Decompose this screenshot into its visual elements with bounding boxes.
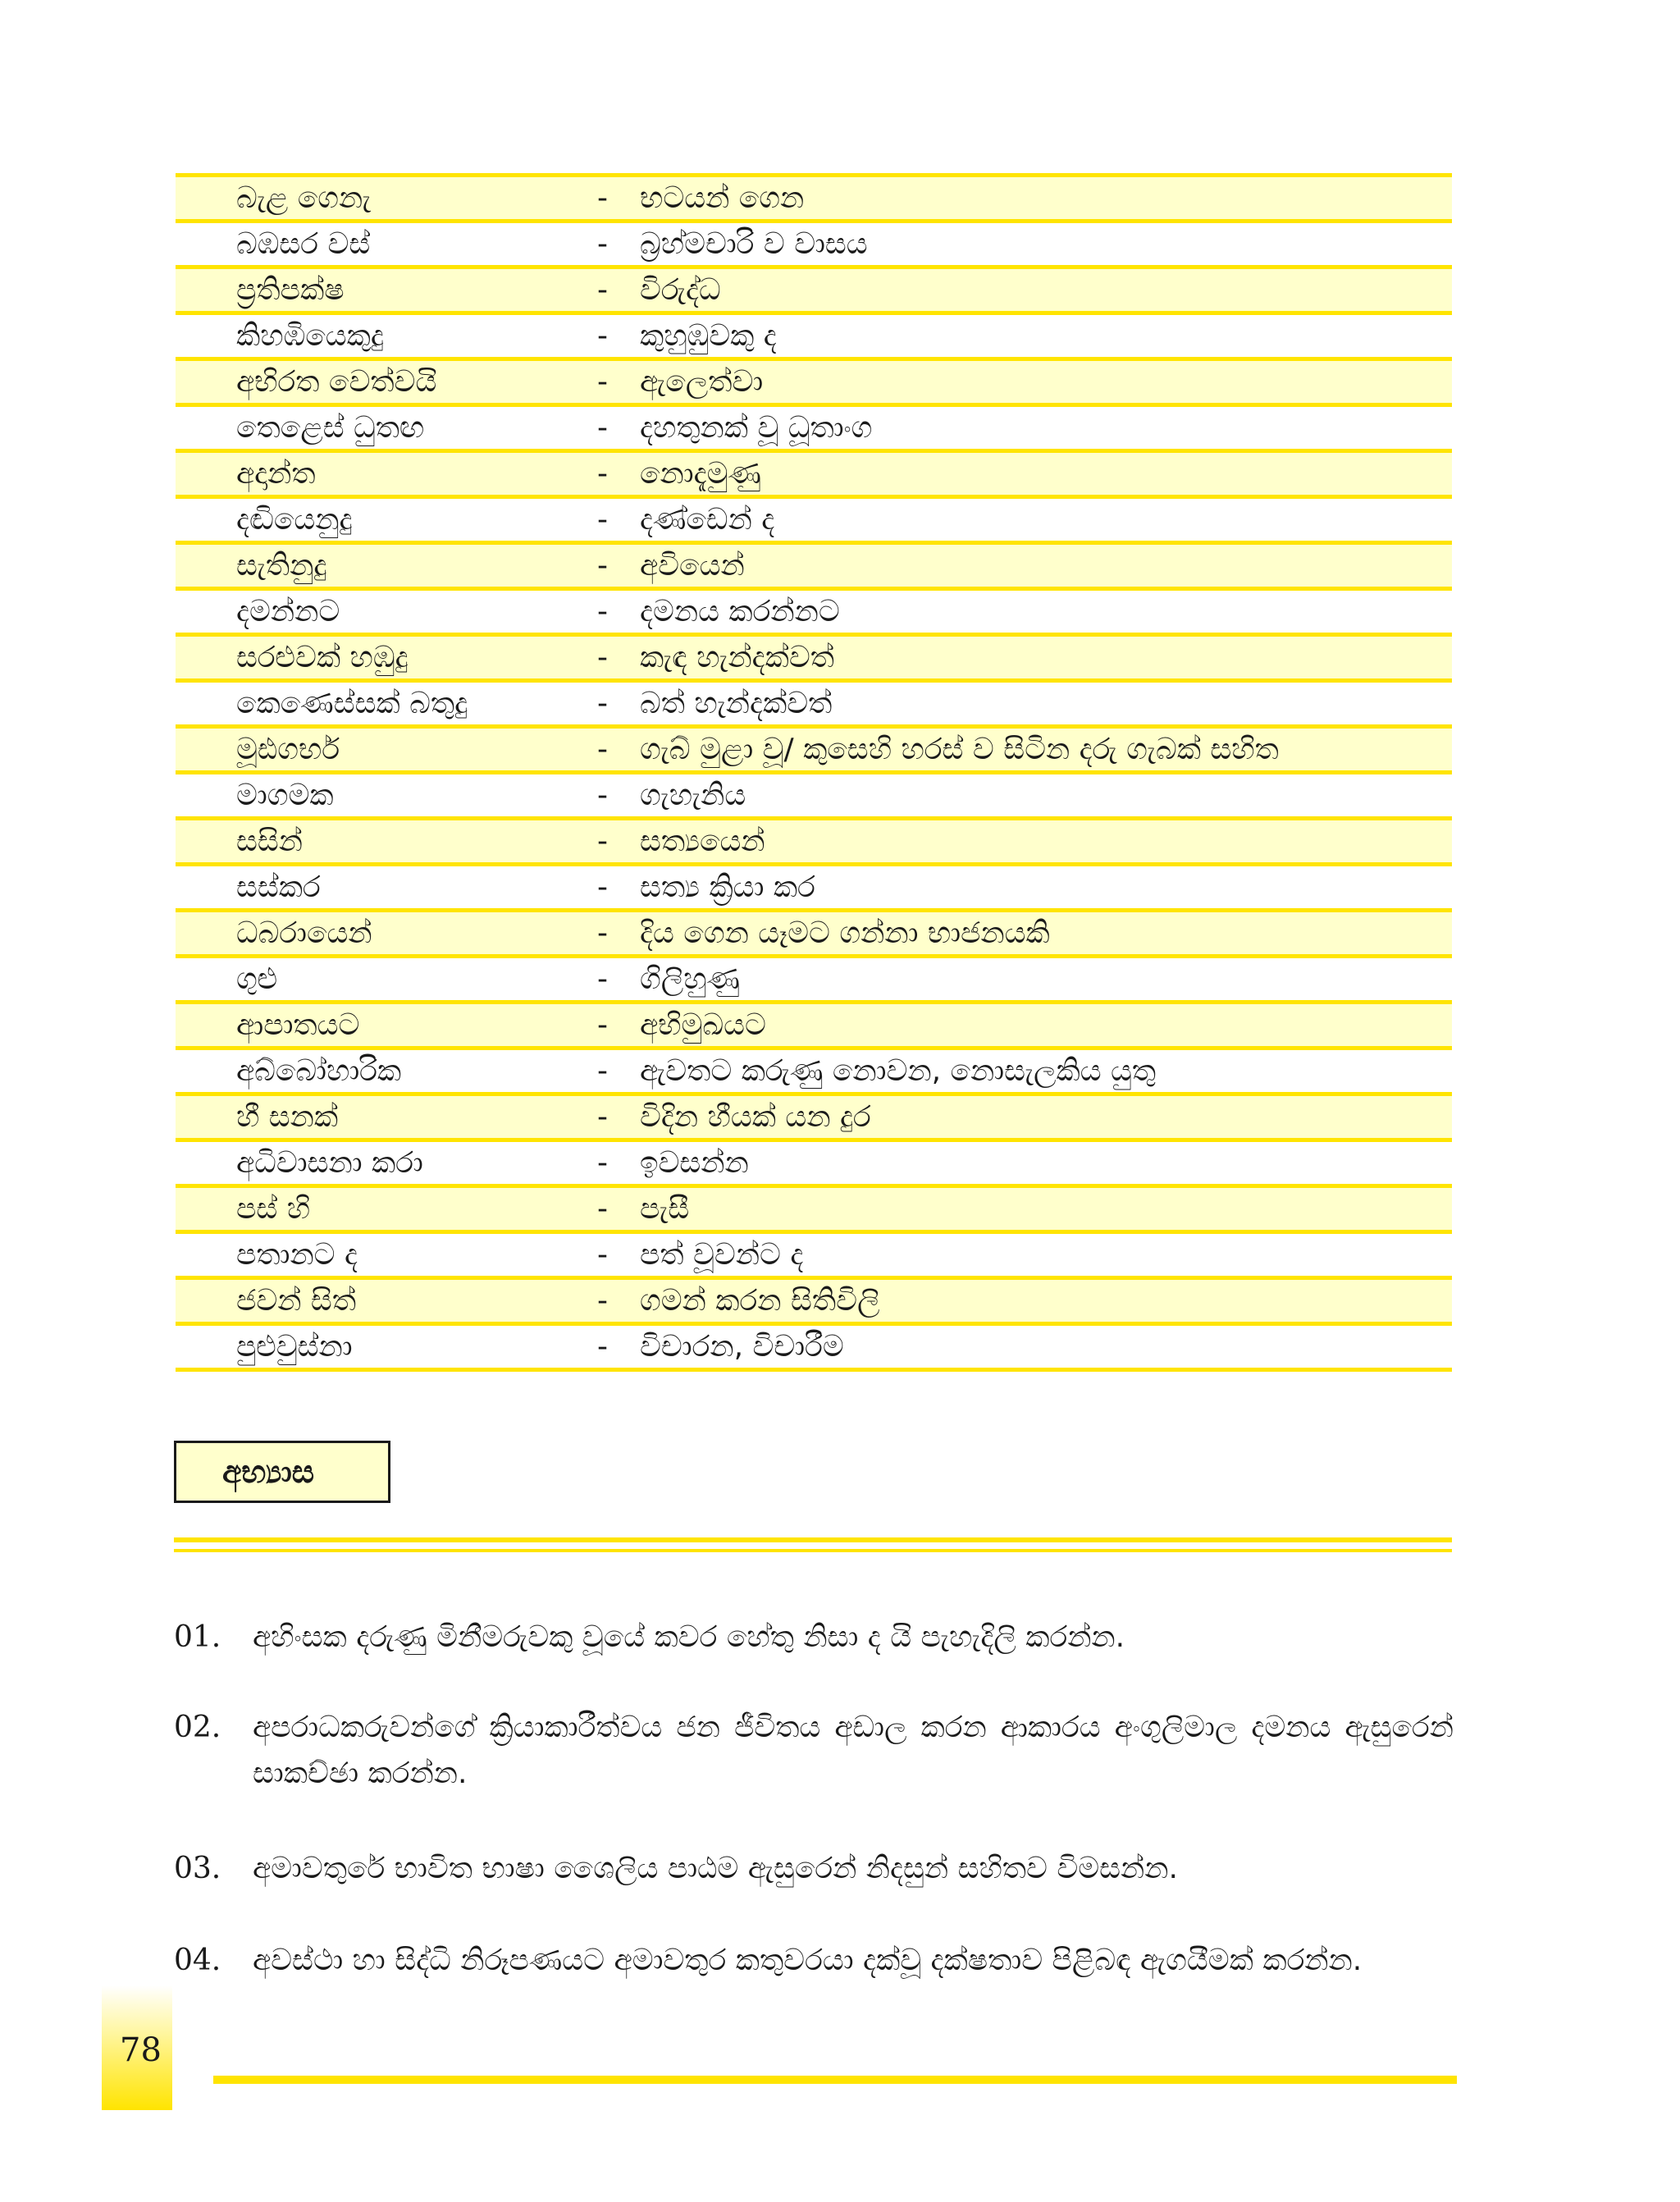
glossary-row (176, 407, 1452, 453)
glossary-row (176, 499, 1452, 545)
question-text: අවස්ථා හා සිද්ධි නිරූපණයට අමාවතුර කතුවරයා දක්වූ දක්ෂතාව පිළිබඳ ඇගයීමක් කරන්න. (253, 1944, 1363, 1977)
exercise-divider-bottom (174, 1549, 1452, 1552)
glossary-meaning: බත් හැන්දක්වත් (640, 687, 833, 720)
glossary-row (176, 958, 1452, 1004)
glossary-term: පස් හි (236, 1192, 311, 1226)
glossary-term: ගුළු (236, 962, 278, 996)
glossary-row (176, 1050, 1452, 1096)
page-number: 78 (120, 2031, 162, 2069)
question-number: 02. (174, 1711, 221, 1744)
glossary-meaning: දිය ගෙන යෑමට ගන්නා භාජනයකි (640, 916, 1050, 950)
glossary-meaning: ගැබ් මුළා වූ/ කුසෙහි හරස් ව සිටින දරු ගැබක් සහිත (640, 733, 1279, 766)
glossary-separator: - (597, 1054, 608, 1088)
glossary-meaning: පැසී (640, 1192, 690, 1226)
glossary-row (176, 1096, 1452, 1142)
glossary-separator: - (597, 411, 608, 445)
glossary-separator: - (597, 1284, 608, 1318)
glossary-separator: - (597, 181, 608, 215)
glossary-separator: - (597, 549, 608, 582)
glossary-separator: - (597, 687, 608, 720)
glossary-meaning: සත්‍ය ක්‍රියා කර (640, 870, 815, 904)
glossary-term: අභිරත වෙත්වයි (236, 365, 437, 399)
question-text: අහිංසක දරුණු මිනීමරුවකු වූයේ කවර හේතු නිසා ද යි පැහැදිලි කරන්න. (253, 1620, 1125, 1654)
glossary-term: අධිවාසනා කරා (236, 1146, 423, 1180)
glossary-term: සස්කර (236, 870, 321, 904)
glossary-term: හී සනක් (236, 1100, 339, 1134)
glossary-separator: - (597, 457, 608, 491)
glossary-row (176, 683, 1452, 729)
glossary-meaning: නොදැමුණු (640, 457, 761, 491)
glossary-term: තෙළෙස් ධුතඟ (236, 411, 425, 445)
glossary-meaning: අභිමුඛයට (640, 1008, 766, 1042)
glossary-term: බැළ ගෙනැ (236, 181, 372, 215)
glossary-row (176, 361, 1452, 407)
glossary-row (176, 453, 1452, 499)
glossary-row (176, 223, 1452, 269)
glossary-term: දමන්නට (236, 595, 340, 628)
glossary-meaning: විරුද්ධ (640, 273, 721, 307)
glossary-separator: - (597, 227, 608, 261)
glossary-separator: - (597, 870, 608, 904)
glossary-meaning: දමනය කරන්නට (640, 595, 840, 628)
glossary-meaning: ඇවතට කරුණු නොවන, නොසැලකිය යුතු (640, 1054, 1157, 1088)
glossary-row (176, 591, 1452, 637)
exercise-divider-top (174, 1537, 1452, 1542)
glossary-row (176, 1234, 1452, 1280)
glossary-row (176, 315, 1452, 361)
glossary-separator: - (597, 779, 608, 812)
glossary-row (176, 729, 1452, 774)
glossary-separator: - (597, 503, 608, 537)
glossary-meaning: දණ්ඩෙන් ද (640, 503, 775, 537)
glossary-row (176, 637, 1452, 683)
glossary-separator: - (597, 916, 608, 950)
glossary-row (176, 1004, 1452, 1050)
glossary-row (176, 774, 1452, 820)
glossary-term: සසින් (236, 825, 304, 858)
glossary-meaning: ගමන් කරන සිතිවිලි (640, 1284, 880, 1318)
glossary-separator: - (597, 273, 608, 307)
glossary-term: පුළුවුස්නා (236, 1330, 353, 1364)
question-number: 04. (174, 1944, 221, 1977)
glossary-separator: - (597, 962, 608, 996)
glossary-meaning: දහතුනක් වූ ධූතාංග (640, 411, 873, 445)
question-item (174, 1705, 1454, 1797)
question-number: 03. (174, 1852, 221, 1885)
glossary-separator: - (597, 733, 608, 766)
glossary-separator: - (597, 595, 608, 628)
question-text: අපරාධකරුවන්ගේ ක්‍රියාකාරීත්වය ජන ජීවිතය අඩාල කරන ආකාරය අංගුලිමාල දමනය ඇසුරෙන් සාකච්ඡා කරන්න. (253, 1711, 1454, 1790)
glossary-meaning: කැඳ හැන්දක්වත් (640, 641, 835, 674)
glossary-term: මාගමක (236, 779, 334, 812)
glossary-separator: - (597, 319, 608, 353)
question-item (174, 1938, 1454, 1984)
glossary-row (176, 820, 1452, 866)
glossary-separator: - (597, 365, 608, 399)
glossary-row (176, 177, 1452, 223)
glossary-separator: - (597, 1008, 608, 1042)
glossary-meaning: විදින හීයක් යන දුර (640, 1100, 871, 1134)
glossary-row (176, 1142, 1452, 1188)
glossary-term: සරළුවක් හඹුදු (236, 641, 409, 674)
question-item (174, 1846, 1454, 1892)
glossary-meaning: භටයන් ගෙන (640, 181, 805, 215)
glossary-term: ආපාතයට (236, 1008, 360, 1042)
glossary-row (176, 1280, 1452, 1326)
glossary-separator: - (597, 1146, 608, 1180)
glossary-term: ජවන් සිත් (236, 1284, 357, 1318)
glossary-row (176, 1188, 1452, 1234)
glossary-row (176, 1326, 1452, 1372)
glossary-row (176, 866, 1452, 912)
glossary-meaning: ඇලෙත්වා (640, 365, 764, 399)
footer-rule (213, 2076, 1457, 2084)
glossary-term: අදාන්ත (236, 457, 316, 491)
glossary-term: ධබරායෙන් (236, 916, 372, 950)
glossary-meaning: ගිලිහුණු (640, 962, 740, 996)
exercise-heading: අභ්‍යාස (174, 1441, 390, 1503)
glossary-meaning: ඉවසන්න (640, 1146, 749, 1180)
glossary-term: ප්‍රතිපක්ෂ (236, 273, 345, 307)
glossary-term: මූඪගර්භ (236, 733, 340, 766)
question-item (174, 1615, 1454, 1661)
glossary-table (176, 173, 1452, 1372)
glossary-separator: - (597, 1100, 608, 1134)
glossary-term: සැතිනුදු (236, 549, 327, 582)
glossary-row (176, 912, 1452, 958)
glossary-term: පතානට ද (236, 1238, 358, 1272)
question-text: අමාවතුරේ භාවිත භාෂා ශෛලිය පාඨම ඇසුරෙන් නිදසුන් සහිතව විමසන්න. (253, 1852, 1178, 1885)
glossary-separator: - (597, 641, 608, 674)
question-number: 01. (174, 1620, 221, 1654)
glossary-separator: - (597, 1238, 608, 1272)
glossary-separator: - (597, 825, 608, 858)
glossary-meaning: ගැහැනිය (640, 779, 746, 812)
glossary-term: කෙණෙස්සක් බතුදු (236, 687, 468, 720)
glossary-term: බඹසර වස් (236, 227, 371, 261)
glossary-separator: - (597, 1192, 608, 1226)
glossary-row (176, 269, 1452, 315)
glossary-row (176, 545, 1452, 591)
glossary-separator: - (597, 1330, 608, 1364)
glossary-meaning: විචාරන, විචාරීම (640, 1330, 844, 1364)
glossary-meaning: අවියෙන් (640, 549, 745, 582)
glossary-term: අබ්බෝහාරික (236, 1054, 402, 1088)
glossary-term: දඬියෙනුදු (236, 503, 353, 537)
glossary-meaning: පත් වූවන්ට ද (640, 1238, 804, 1272)
glossary-term: කිහඹියෙකුදු (236, 319, 384, 353)
glossary-meaning: සත්‍යයෙන් (640, 825, 765, 858)
glossary-meaning: බ්‍රහ්මචාරි ව වාසය (640, 227, 868, 261)
glossary-meaning: කුහුඹුවකු ද (640, 319, 777, 353)
